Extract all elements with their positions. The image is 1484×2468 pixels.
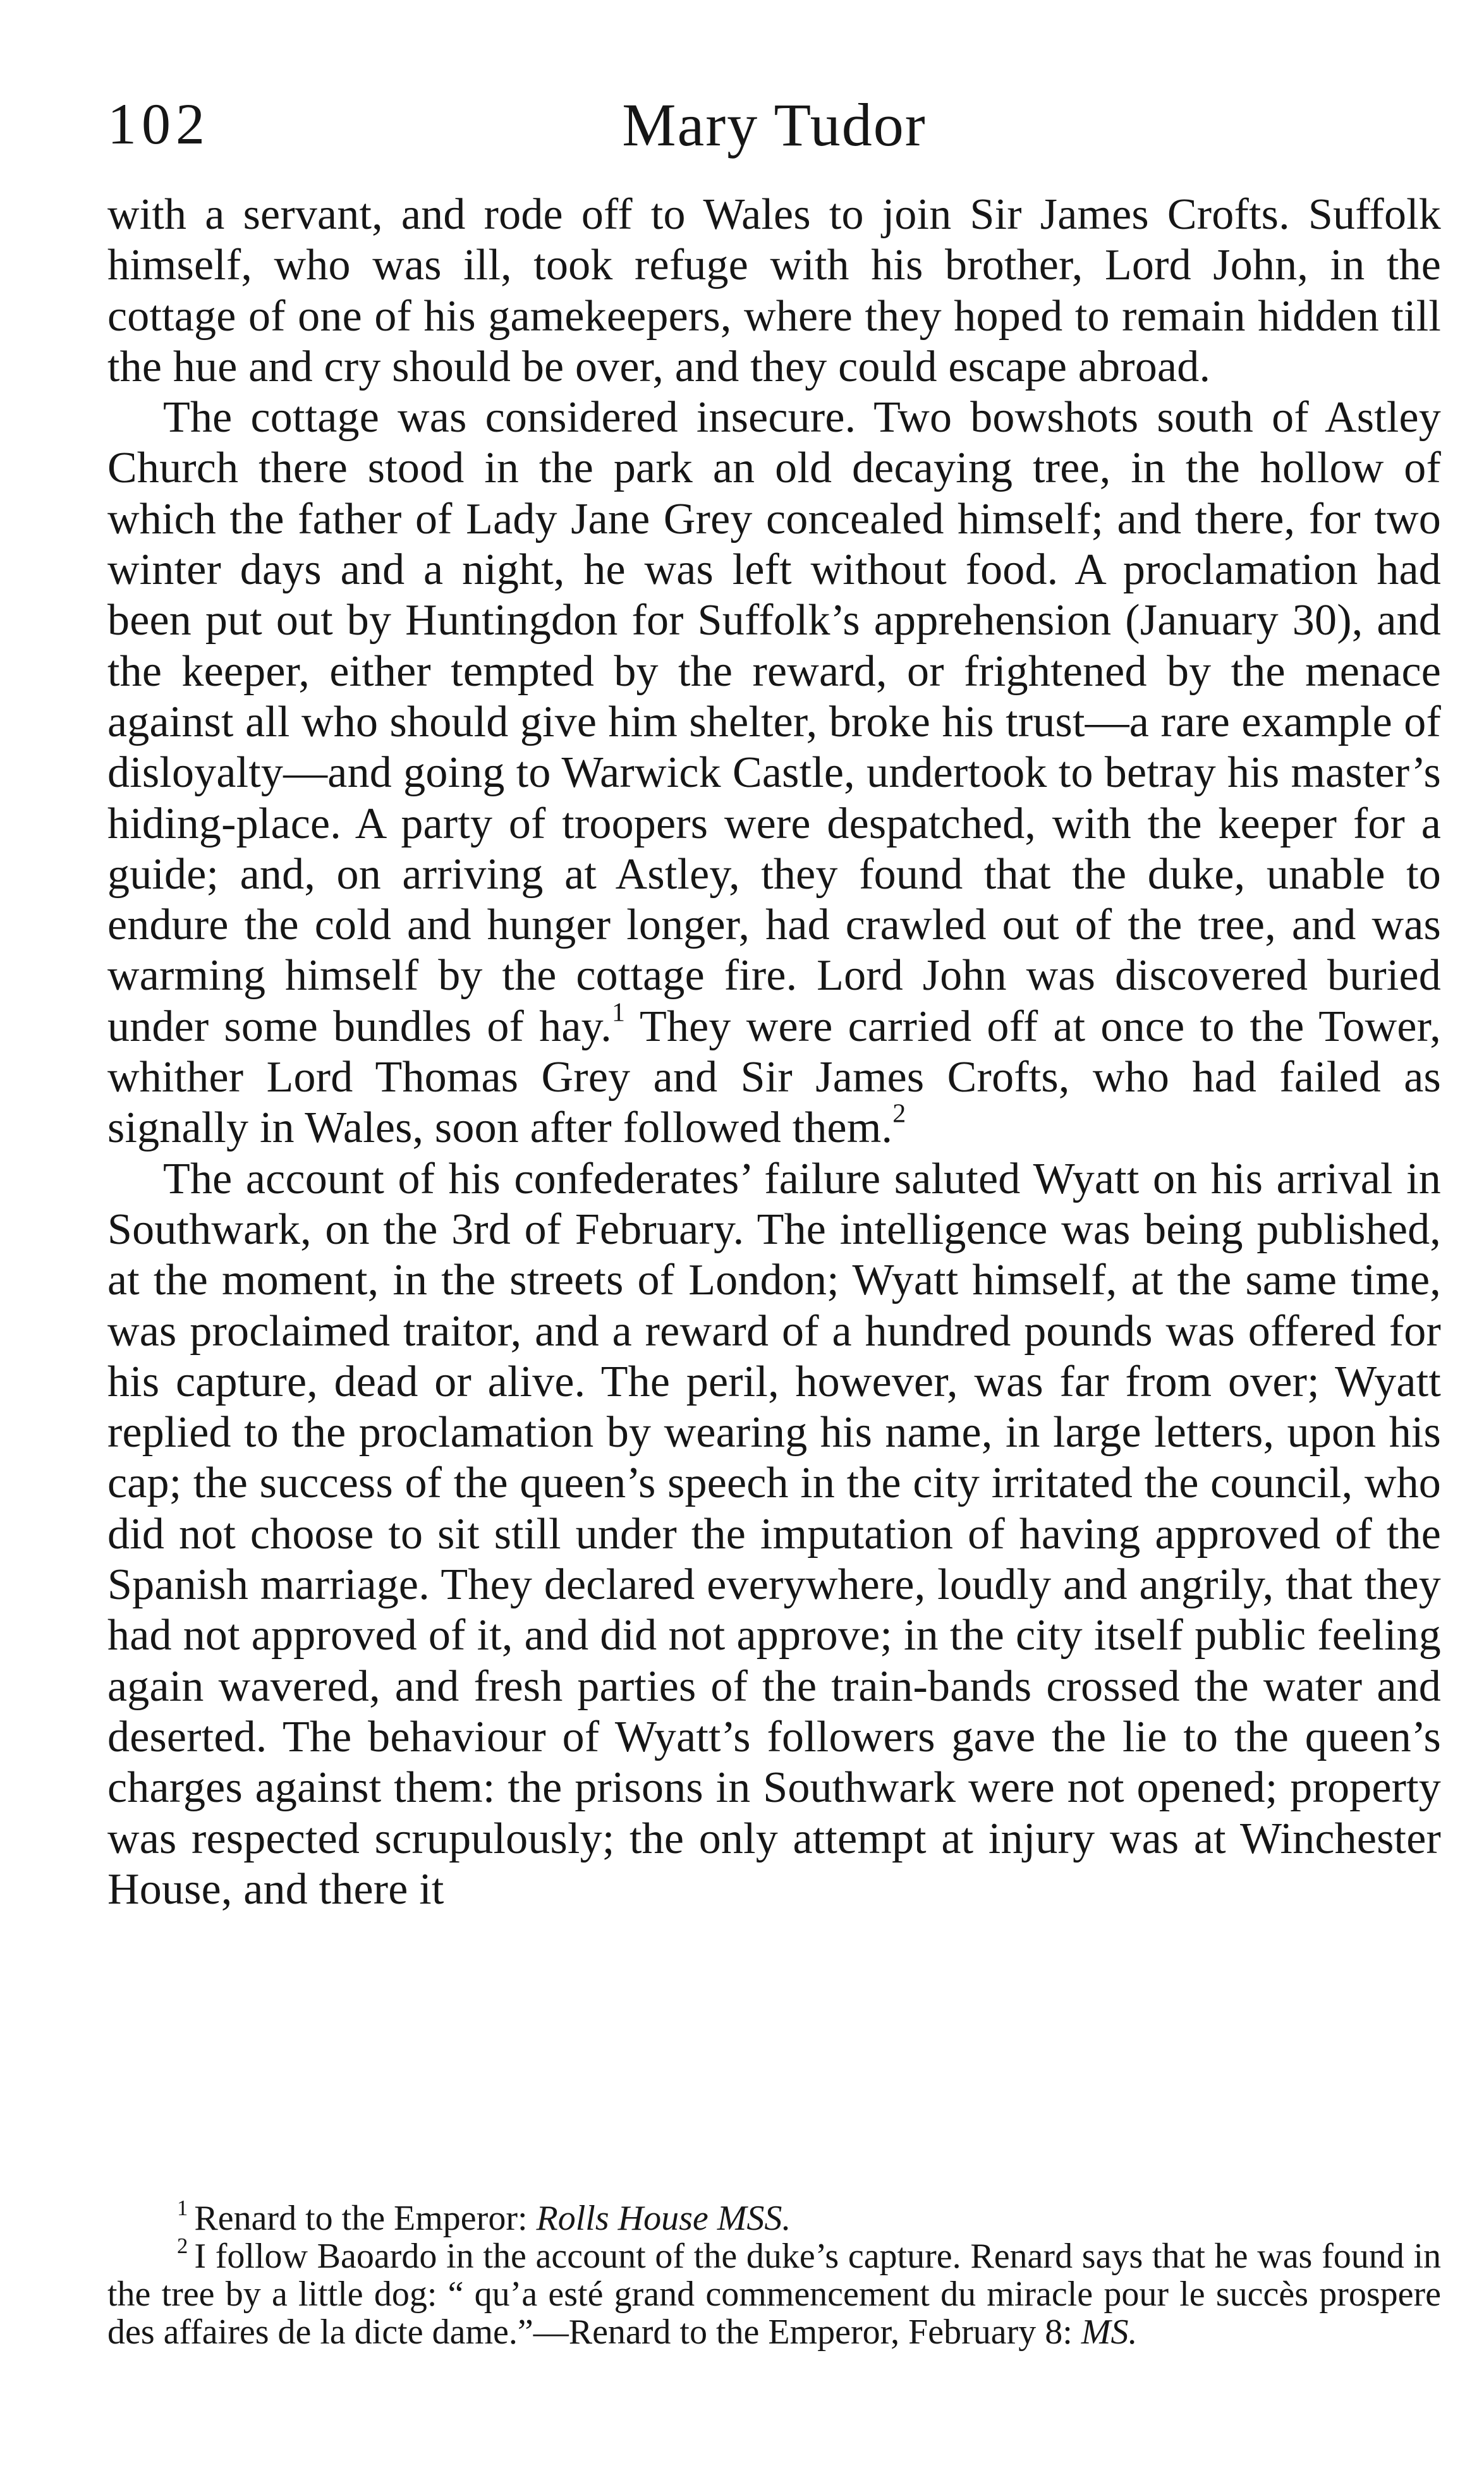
footnote-1-mark: 1 (177, 2196, 188, 2221)
paragraph-3 (107, 1154, 1441, 1915)
paragraph-2-text-a: The cottage was considered insecure. Two bowshots south of Astley Church there stood in the park an old decaying tree, in the hollow of which the father of Lady Jane Grey concealed himself; and there, for two winter days and a night, he was left without food. A proclamation had been put out by Huntingdon for Suffolk’s apprehension (January 30), and the keeper, either tempted by the reward, or frightened by the menace against all who should give him shelter, broke his trust—a rare example of disloyalty—and going to Warwick Castle, undertook to betray his master’s hiding-place. A party of troopers were despatched, with the keeper for a guide; and, on arriving at Astley, they found that the duke, unable to endure the cold and hunger longer, had crawled out of the tree, and was warming himself by the cottage fire. Lord John was discovered buried under some bundles of hay. (107, 393, 1441, 1051)
footnote-ref-2: 2 (892, 1099, 906, 1129)
footnotes (107, 2196, 1441, 2352)
footnote-2-mark: 2 (177, 2234, 188, 2259)
paragraph-2-text-b: They were carried off at once to the Tower, whither Lord Thomas Grey and Sir James Crofts, who had failed as signally in Wales, soon after followed them. (107, 1002, 1442, 1153)
paragraph-1 (107, 190, 1441, 392)
paragraph-3-text: The account of his confederates’ failure saluted Wyatt on his arrival in Southwark, on the 3rd of February. The intelligence was being published, at the moment, in the streets of London; Wyatt himself, at the same time, was proclaimed traitor, and a reward of a hundred pounds was offered for his capture, dead or alive. The peril, however, was far from over; Wyatt replied to the proclamation by wearing his name, in large letters, upon his cap; the success of the queen’s speech in the city irritated the council, who did not choose to sit still under the imputation of having approved of the Spanish marriage. They declared everywhere, loudly and angrily, that they had not approved of it, and did not approve; in the city itself public feeling again wavered, and fresh parties of the train-bands crossed the water and deserted. The behaviour of Wyatt’s followers gave the lie to the queen’s charges against them: the prisons in Southwark were not opened; property was respected scrupulously; the only attempt at injury was at Winchester House, and there it (107, 1154, 1441, 1914)
page-number: 102 (107, 92, 210, 156)
footnote-1 (107, 2196, 1441, 2238)
footnote-ref-1: 1 (611, 998, 626, 1028)
body-text (107, 190, 1441, 1915)
footnote-2-source: MS. (1081, 2313, 1138, 2352)
footnote-2-text: I follow Baoardo in the account of the duke’s capture. Renard says that he was found in the tree by a little dog: “ qu’a esté grand commencement du miracle pour le succès prospere des affaires de la dicte dame.”—Renard to the Emperor, February 8: (107, 2237, 1441, 2352)
running-title: Mary Tudor (622, 91, 927, 159)
footnote-1-text: Renard to the Emperor: (194, 2199, 537, 2238)
footnote-2 (107, 2234, 1441, 2352)
paragraph-2 (107, 392, 1441, 1153)
paragraph-1-text: with a servant, and rode off to Wales to join Sir James Crofts. Suffolk himself, who was ill, took refuge with his brother, Lord John, in the cottage of one of his gamekeepers, where they hoped to remain hidden till the hue and cry should be over, and they could escape abroad. (107, 190, 1441, 391)
footnote-1-source: Rolls House MSS. (536, 2199, 791, 2238)
page-header (107, 91, 1441, 171)
